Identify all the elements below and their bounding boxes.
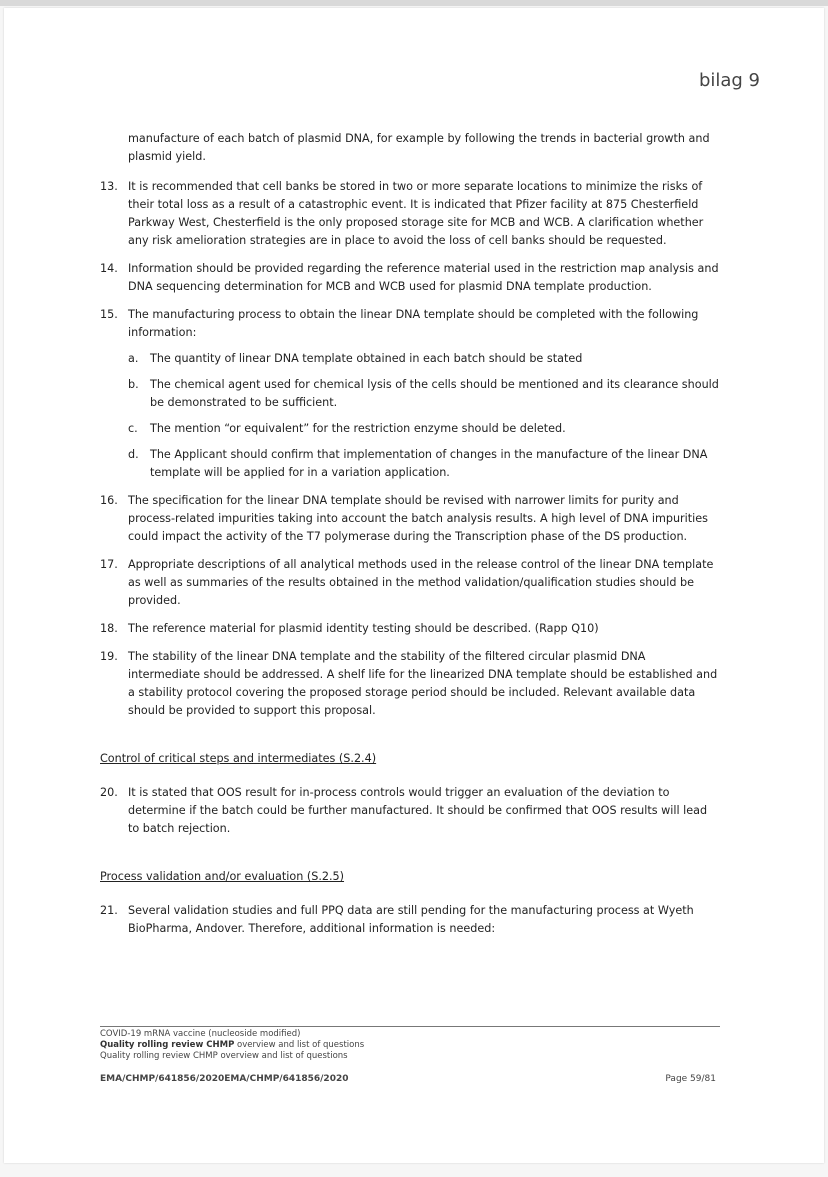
footer-divider <box>100 1026 720 1027</box>
section-heading-s25: Process validation and/or evaluation (S.2.5) <box>100 870 345 883</box>
list-item-19 <box>100 648 720 720</box>
section-heading-s24: Control of critical steps and intermediates (S.2.4) <box>100 752 377 765</box>
sub-item-b <box>128 376 720 412</box>
item-number: 17. <box>100 558 118 571</box>
item-number: 19. <box>100 650 118 663</box>
sub-text: The chemical agent used for chemical lysis of the cells should be mentioned and its clearance should be demonstrated to be sufficient. <box>150 378 719 409</box>
sub-letter: a. <box>128 352 139 365</box>
item-text: The manufacturing process to obtain the linear DNA template should be completed with the following information: <box>128 308 699 339</box>
item-text: Information should be provided regarding the reference material used in the restriction map analysis and DNA sequencing determination for MCB and WCB used for plasmid DNA template production. <box>128 262 719 293</box>
document-body <box>100 130 720 948</box>
page-number: Page 59/81 <box>665 1074 716 1084</box>
item-text: The stability of the linear DNA template and the stability of the filtered circular plasmid DNA intermediate should be addressed. A shelf life for the linearized DNA template should be established and a stability protocol covering the proposed storage period should be included. Relevant available data should be provided to support this proposal. <box>128 650 718 717</box>
list-item-17 <box>100 556 720 610</box>
top-border <box>0 0 828 6</box>
list-item-20 <box>100 784 720 838</box>
footer-review-subtitle: Quality rolling review CHMP overview and list of questions <box>100 1051 348 1061</box>
item-number: 20. <box>100 786 118 799</box>
item-number: 15. <box>100 308 118 321</box>
footer <box>100 1029 720 1062</box>
list-item-21 <box>100 902 720 938</box>
footer-product: COVID-19 mRNA vaccine (nucleoside modified) <box>100 1029 301 1039</box>
item-number: 14. <box>100 262 118 275</box>
sub-item-a <box>128 350 720 368</box>
item-text: Several validation studies and full PPQ data are still pending for the manufacturing process at Wyeth BioPharma, Andover. Therefore, additional information is needed: <box>128 904 694 935</box>
item-number: 13. <box>100 180 118 193</box>
footer-review-title <box>100 1040 720 1051</box>
item-number: 16. <box>100 494 118 507</box>
item-text: The reference material for plasmid identity testing should be described. (Rapp Q10) <box>128 622 599 635</box>
sub-text: The quantity of linear DNA template obtained in each batch should be stated <box>150 352 583 365</box>
footer-review-rest: overview and list of questions <box>234 1040 365 1050</box>
list-item-16 <box>100 492 720 546</box>
sub-text: The mention “or equivalent” for the restriction enzyme should be deleted. <box>150 422 566 435</box>
sub-list <box>128 350 720 482</box>
item-text: It is stated that OOS result for in-process controls would trigger an evaluation of the deviation to determine if the batch could be further manufactured. It should be confirmed that OOS results will lead to batch rejection. <box>128 786 708 835</box>
sub-letter: b. <box>128 378 139 391</box>
item-number: 21. <box>100 904 118 917</box>
sub-letter: c. <box>128 422 138 435</box>
document-reference: EMA/CHMP/641856/2020EMA/CHMP/641856/2020 <box>100 1074 349 1084</box>
document-page <box>4 8 824 1163</box>
list-item-14 <box>100 260 720 296</box>
item-text: Appropriate descriptions of all analytical methods used in the release control of the linear DNA template as well as summaries of the results obtained in the method validation/qualification studies should be provided. <box>128 558 714 607</box>
sub-letter: d. <box>128 448 139 461</box>
sub-text: The Applicant should confirm that implementation of changes in the manufacture of the linear DNA template will be applied for in a variation application. <box>150 448 708 479</box>
list-item-18 <box>100 620 720 638</box>
item-number: 18. <box>100 622 118 635</box>
item-text: It is recommended that cell banks be stored in two or more separate locations to minimize the risks of their total loss as a result of a catastrophic event. It is indicated that Pfizer facility at 875 Chesterfield Parkway West, Chesterfield is the only proposed storage site for MCB and WCB. A clarification whether any risk amelioration strategies are in place to avoid the loss of cell banks should be requested. <box>128 180 704 247</box>
sub-item-c <box>128 420 720 438</box>
continued-paragraph: manufacture of each batch of plasmid DNA, for example by following the trends in bacterial growth and plasmid yield. <box>128 132 710 163</box>
list-item-13 <box>100 178 720 250</box>
sub-item-d <box>128 446 720 482</box>
item-text: The specification for the linear DNA template should be revised with narrower limits for purity and process-related impurities taking into account the batch analysis results. A high level of DNA impurities could impact the activity of the T7 polymerase during the Transcription phase of the DS production. <box>128 494 708 543</box>
list-item-15 <box>100 306 720 482</box>
annex-label: bilag 9 <box>698 70 760 91</box>
footer-review-bold: Quality rolling review CHMP <box>100 1040 235 1050</box>
